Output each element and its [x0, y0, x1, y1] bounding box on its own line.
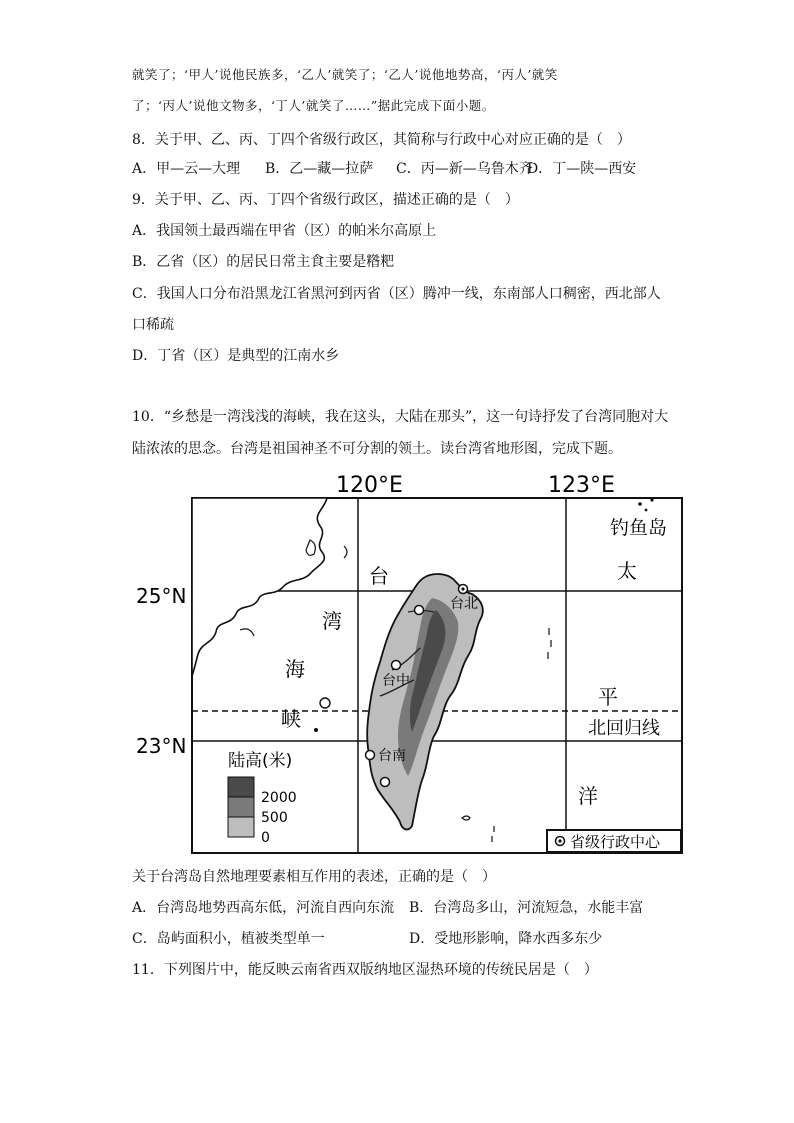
elevation-swatch-low — [228, 817, 254, 837]
q9-option-b[interactable]: B．乙省（区）的居民日常主食主要是糌粑 — [132, 254, 395, 270]
tropic-label: 北回归线 — [588, 718, 660, 739]
pacific-char-3: 洋 — [578, 784, 598, 808]
city-marker — [415, 606, 424, 615]
q10-option-d[interactable]: D．受地形影响，降水西多东少 — [409, 931, 603, 947]
strait-char-2: 湾 — [322, 609, 342, 633]
tainan-marker — [366, 751, 375, 760]
tainan-label: 台南 — [378, 748, 406, 764]
strait-char-3: 海 — [285, 657, 305, 681]
q8-options — [132, 160, 692, 178]
q10-option-a[interactable]: A．台湾岛地势西高东低，河流自西向东流 — [132, 900, 395, 916]
q10-stem-line2: 陆浓浓的思念。台湾是祖国神圣不可分割的领土。读台湾省地形图，完成下题。 — [132, 441, 622, 457]
elevation-level-2000: 2000 — [261, 790, 297, 806]
q9-option-a[interactable]: A．我国领土最西端在甲省（区）的帕米尔高原上 — [132, 223, 437, 239]
elevation-swatch-high — [228, 777, 254, 797]
taipei-label: 台北 — [450, 596, 478, 612]
q10-options-row-1 — [132, 899, 692, 917]
q10-option-c[interactable]: C．岛屿面积小，植被类型单一 — [132, 931, 325, 947]
pacific-char-2: 平 — [598, 685, 618, 709]
map-svg — [132, 470, 692, 860]
capital-legend-label: 省级行政中心 — [570, 833, 661, 851]
taipei-marker-dot — [461, 587, 464, 590]
q8-option-b[interactable]: B．乙—藏—拉萨 — [265, 161, 374, 177]
city-marker — [381, 778, 390, 787]
elevation-swatch-mid — [228, 797, 254, 817]
taichung-marker — [392, 661, 401, 670]
q8-option-c[interactable]: C．丙—新—乌鲁木齐 — [396, 161, 533, 177]
q10-options-row-2 — [132, 930, 692, 948]
intro-line-1: 就笑了；‘甲人’说他民族多，‘乙人’就笑了；‘乙人’说他地势高，‘丙人’就笑 — [132, 67, 558, 82]
elevation-level-500: 500 — [261, 810, 288, 826]
strait-char-4: 峡 — [281, 707, 301, 731]
q10-option-b[interactable]: B．台湾岛多山，河流短急，水能丰富 — [409, 900, 644, 916]
q10-sub-question: 关于台湾岛自然地理要素相互作用的表述，正确的是（ ） — [132, 869, 496, 885]
q9-option-c-line2[interactable]: 口稀疏 — [132, 317, 174, 333]
capital-legend-icon-dot — [558, 839, 561, 842]
q9-stem: 9．关于甲、乙、丙、丁四个省级行政区，描述正确的是（ ） — [132, 192, 519, 208]
q8-option-d[interactable]: D．丁—陕—西安 — [527, 161, 637, 177]
q11-stem: 11．下列图片中，能反映云南省西双版纳地区湿热环境的传统民居是（ ） — [132, 962, 598, 978]
elevation-legend-title: 陆高(米) — [228, 751, 293, 771]
strait-char-1: 台 — [369, 564, 389, 588]
taichung-label: 台中 — [382, 673, 410, 689]
elevation-level-0: 0 — [261, 830, 270, 846]
q8-stem: 8．关于甲、乙、丙、丁四个省级行政区，其简称与行政中心对应正确的是（ ） — [132, 132, 631, 148]
diaoyu-label: 钓鱼岛 — [610, 517, 668, 539]
intro-line-2: 了；‘丙人’说他文物多，‘丁人’就笑了……”据此完成下面小题。 — [132, 98, 495, 113]
q9-option-c-line1[interactable]: C．我国人口分布沿黑龙江省黑河到丙省（区）腾冲一线，东南部人口稠密，西北部人 — [132, 286, 661, 302]
q10-stem-line1: 10．“乡愁是一湾浅浅的海峡，我在这头，大陆在那头”，这一句诗抒发了台湾同胞对大 — [132, 409, 669, 425]
q8-option-a[interactable]: A．甲—云—大理 — [132, 161, 241, 177]
taiwan-topographic-map — [132, 470, 692, 860]
lon-label-120: 120°E — [336, 473, 403, 498]
lat-label-25: 25°N — [136, 584, 187, 608]
pacific-char-1: 太 — [617, 559, 637, 583]
q9-option-d[interactable]: D．丁省（区）是典型的江南水乡 — [132, 348, 340, 364]
lat-label-23: 23°N — [136, 734, 187, 758]
penghu-islet — [314, 728, 318, 732]
lon-label-123: 123°E — [548, 473, 615, 498]
